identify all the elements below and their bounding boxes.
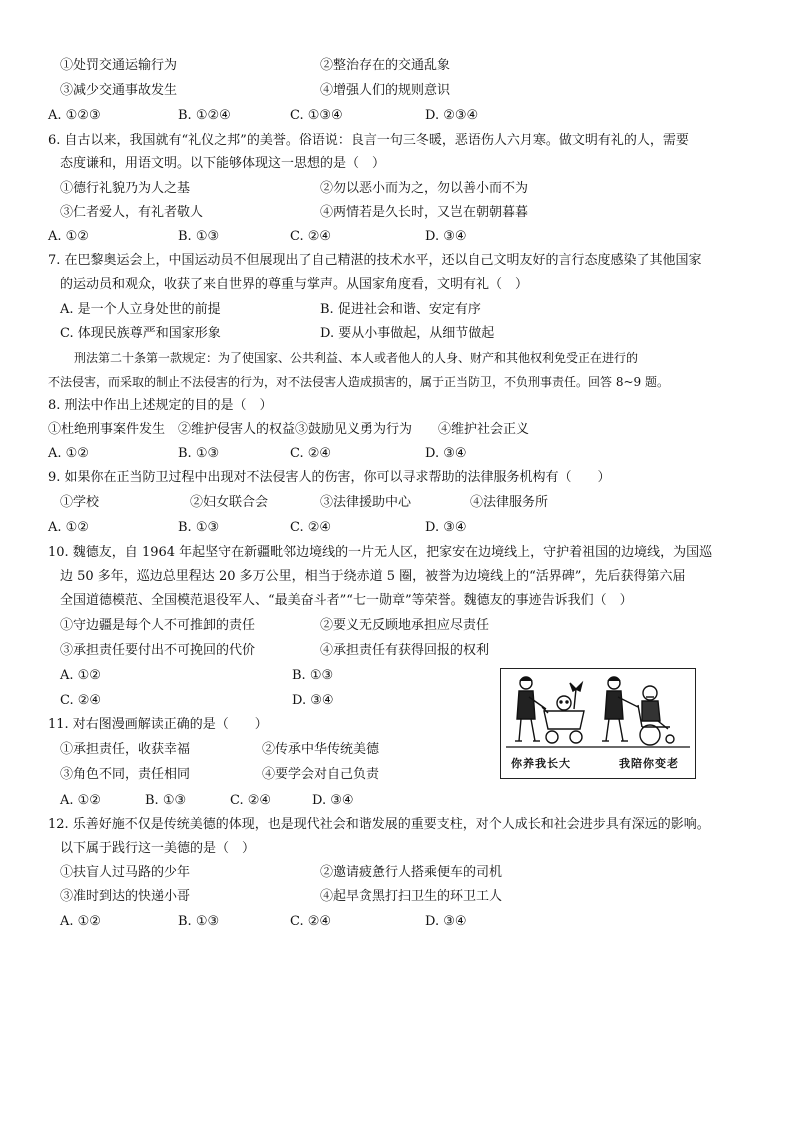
q6-option-1: ①德行礼貌乃为人之基 — [60, 181, 191, 196]
q10-choice-b: B. ①③ — [292, 668, 334, 683]
q10-stem-line1: 10. 魏德友，自 1964 年起坚守在新疆毗邻边境线的一片无人区，把家安在边境线上，守护着祖国的边境线，为国巡 — [48, 545, 713, 560]
q12-choice-a: A. ①② — [60, 914, 101, 929]
q12-stem-line2: 以下属于践行这一美德的是（ ） — [60, 841, 256, 856]
q9-option-4: ④法律服务所 — [470, 495, 549, 510]
q9-choice-b: B. ①③ — [178, 520, 220, 535]
q5-choice-c: C. ①③④ — [290, 108, 343, 123]
q12-option-3: ③准时到达的快递小哥 — [60, 889, 191, 904]
q10-stem-line3: 全国道德模范、全国模范退役军人、“最美奋斗者”“七一勋章”等荣誉。魏德友的事迹告诉我们（ ） — [60, 593, 633, 608]
q9-option-2: ②妇女联合会 — [190, 495, 269, 510]
q6-option-3: ③仁者爱人，有礼者敬人 — [60, 205, 204, 220]
q5-option-4: ④增强人们的规则意识 — [320, 83, 451, 98]
q9-option-3: ③法律援助中心 — [320, 495, 412, 510]
q6-stem-line2: 态度谦和，用语文明。以下能够体现这一思想的是（ ） — [60, 156, 386, 171]
q5-choice-a: A. ①②③ — [48, 108, 101, 123]
q10-option-1: ①守边疆是每个人不可推卸的责任 — [60, 618, 256, 633]
q12-stem-line1: 12. 乐善好施不仅是传统美德的体现，也是现代社会和谐发展的重要支柱，对个人成长和社会进步具有深远的影响。 — [48, 817, 710, 832]
q10-stem-line2: 边 50 多年，巡边总里程达 20 多万公里，相当于绕赤道 5 圈，被誉为边境线上的“活界碑”，先后获得第六届 — [60, 569, 686, 584]
q12-option-2: ②邀请疲惫行人搭乘便车的司机 — [320, 865, 503, 880]
q11-option-4: ④要学会对自己负责 — [262, 767, 380, 782]
q7-choice-b: B. 促进社会和谐、安定有序 — [320, 302, 481, 317]
q11-choice-d: D. ③④ — [312, 793, 354, 808]
q11-option-2: ②传承中华传统美德 — [262, 742, 380, 757]
q10-choice-c: C. ②④ — [60, 693, 102, 708]
material-line2: 不法侵害，而采取的制止不法侵害的行为，对不法侵害人造成损害的，属于正当防卫，不负刑事责任。回答 8~9 题。 — [48, 375, 669, 389]
q11-choice-c: C. ②④ — [230, 793, 272, 808]
q6-choice-a: A. ①② — [48, 229, 89, 244]
q6-option-4: ④两情若是久长时，又岂在朝朝暮暮 — [320, 205, 529, 220]
q10-option-4: ④承担责任有获得回报的权利 — [320, 643, 490, 658]
q8-choice-c: C. ②④ — [290, 446, 332, 461]
q11-choice-a: A. ①② — [60, 793, 101, 808]
q6-choice-c: C. ②④ — [290, 229, 332, 244]
comic-illustration — [500, 668, 696, 779]
q11-option-3: ③角色不同，责任相同 — [60, 767, 191, 782]
q7-choice-c: C. 体现民族尊严和国家形象 — [60, 326, 221, 341]
q9-choice-d: D. ③④ — [425, 520, 467, 535]
q9-choice-a: A. ①② — [48, 520, 89, 535]
q8-options: ①杜绝刑事案件发生 ②维护侵害人的权益③鼓励见义勇为行为 ④维护社会正义 — [48, 422, 530, 437]
q9-stem: 9. 如果你在正当防卫过程中出现对不法侵害人的伤害，你可以寻求帮助的法律服务机构有（ ） — [48, 470, 611, 485]
q10-option-3: ③承担责任要付出不可挽回的代价 — [60, 643, 256, 658]
comic-caption-left: 你养我长大 — [511, 757, 571, 770]
comic-caption-right: 我陪你变老 — [619, 757, 679, 770]
q8-stem: 8. 刑法中作出上述规定的目的是（ ） — [48, 398, 273, 413]
q9-choice-c: C. ②④ — [290, 520, 332, 535]
q5-option-2: ②整治存在的交通乱象 — [320, 58, 451, 73]
q5-option-3: ③减少交通事故发生 — [60, 83, 178, 98]
q9-option-1: ①学校 — [60, 495, 100, 510]
q12-choice-d: D. ③④ — [425, 914, 467, 929]
q6-option-2: ②勿以恶小而为之，勿以善小而不为 — [320, 181, 529, 196]
q11-choice-b: B. ①③ — [145, 793, 187, 808]
q12-option-1: ①扶盲人过马路的少年 — [60, 865, 191, 880]
comic-drawing — [502, 671, 694, 753]
q5-choice-d: D. ②③④ — [425, 108, 479, 123]
q12-choice-b: B. ①③ — [178, 914, 220, 929]
q7-stem-line2: 的运动员和观众，收获了来自世界的尊重与掌声。从国家角度看，文明有礼（ ） — [60, 277, 529, 292]
q10-option-2: ②要义无反顾地承担应尽责任 — [320, 618, 490, 633]
q6-stem-line1: 6. 自古以来，我国就有“礼仪之邦”的美誉。俗语说：良言一句三冬暖，恶语伤人六月寒。做文明有礼的人，需要 — [48, 133, 689, 148]
q7-stem-line1: 7. 在巴黎奥运会上，中国运动员不但展现出了自己精湛的技术水平，还以自己文明友好的言行态度感染了其他国家 — [48, 253, 702, 268]
q11-stem: 11. 对右图漫画解读正确的是（ ） — [48, 717, 268, 732]
q12-option-4: ④起早贪黑打扫卫生的环卫工人 — [320, 889, 503, 904]
q10-choice-d: D. ③④ — [292, 693, 334, 708]
q11-option-1: ①承担责任，收获幸福 — [60, 742, 191, 757]
q6-choice-d: D. ③④ — [425, 229, 467, 244]
q5-choice-b: B. ①②④ — [178, 108, 231, 123]
q7-choice-d: D. 要从小事做起，从细节做起 — [320, 326, 495, 341]
q8-choice-d: D. ③④ — [425, 446, 467, 461]
q6-choice-b: B. ①③ — [178, 229, 220, 244]
material-line1: 刑法第二十条第一款规定：为了使国家、公共利益、本人或者他人的人身、财产和其他权利免受正在进行的 — [74, 351, 639, 365]
q5-option-1: ①处罚交通运输行为 — [60, 58, 178, 73]
q7-choice-a: A. 是一个人立身处世的前提 — [60, 302, 221, 317]
q10-choice-a: A. ①② — [60, 668, 101, 683]
q12-choice-c: C. ②④ — [290, 914, 332, 929]
q8-choice-b: B. ①③ — [178, 446, 220, 461]
q8-choice-a: A. ①② — [48, 446, 89, 461]
